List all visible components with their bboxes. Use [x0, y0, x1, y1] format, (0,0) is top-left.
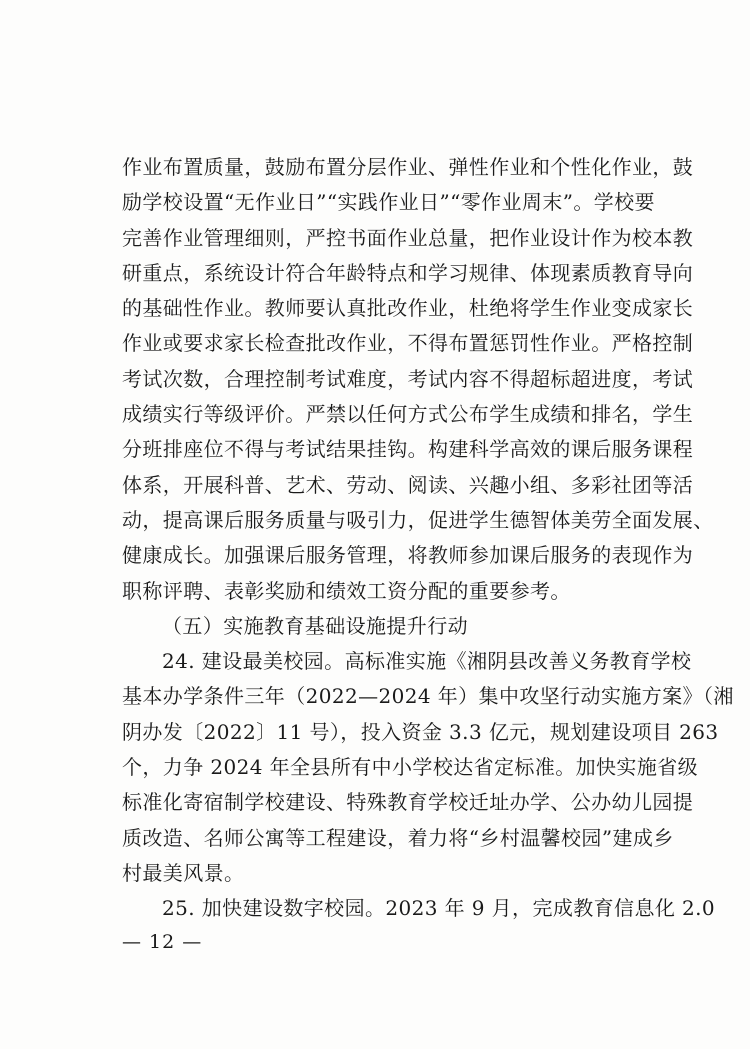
text-line: 标准化寄宿制学校建设、特殊教育学校迁址办学、公办幼儿园提 — [122, 790, 694, 815]
text-line: 作业或要求家长检查批改作业，不得布置惩罚性作业。严格控制 — [122, 331, 694, 356]
text-line: 村最美风景。 — [122, 860, 245, 885]
text-line: 研重点，系统设计符合年龄特点和学习规律、体现素质教育导向 — [122, 260, 694, 285]
paragraph — [122, 150, 714, 609]
text-line: 的基础性作业。教师要认真批改作业，杜绝将学生作业变成家长 — [122, 296, 694, 321]
text-line: 体系，开展科普、艺术、劳动、阅读、兴趣小组、多彩社团等活 — [122, 472, 694, 497]
text-line: 完善作业管理细则，严控书面作业总量，把作业设计作为校本教 — [122, 225, 694, 250]
paragraph — [122, 644, 734, 891]
text-line: 职称评聘、表彰奖励和绩效工资分配的重要参考。 — [122, 578, 571, 603]
page-number: — 12 — — [122, 931, 203, 953]
text-line: 24. 建设最美校园。高标准实施《湘阴县改善义务教育学校 — [162, 649, 692, 674]
section-heading — [122, 609, 652, 644]
text-line: 质改造、名师公寓等工程建设，着力将“乡村温馨校园”建成乡 — [122, 825, 674, 850]
text-line: 25. 加快建设数字校园。2023 年 9 月，完成教育信息化 2.0 — [162, 896, 716, 921]
text-line: 基本办学条件三年（2022—2024 年）集中攻坚行动实施方案》（湘 — [122, 684, 734, 709]
text-line: 作业布置质量，鼓励布置分层作业、弹性作业和个性化作业，鼓 — [122, 155, 694, 179]
text-line: 阴办发〔2022〕11 号），投入资金 3.3 亿元，规划建设项目 263 — [122, 719, 719, 744]
text-line: 个，力争 2024 年全县所有中小学校达省定标准。加快实施省级 — [122, 755, 699, 780]
text-line: 考试次数，合理控制考试难度，考试内容不得超标超进度，考试 — [122, 366, 694, 391]
text-line: 成绩实行等级评价。严禁以任何方式公布学生成绩和排名，学生 — [122, 402, 694, 427]
text-line: 动，提高课后服务质量与吸引力，促进学生德智体美劳全面发展、 — [122, 507, 714, 532]
text-line: 健康成长。加强课后服务管理，将教师参加课后服务的表现作为 — [122, 543, 694, 568]
body-text — [122, 150, 734, 927]
text-line: 励学校设置“无作业日”“实践作业日”“零作业周末”。学校要 — [122, 190, 655, 215]
text-line: 分班排座位不得与考试结果挂钩。构建科学高效的课后服务课程 — [122, 437, 694, 462]
paragraph — [122, 891, 716, 926]
heading-text: （五）实施教育基础设施提升行动 — [162, 613, 468, 638]
